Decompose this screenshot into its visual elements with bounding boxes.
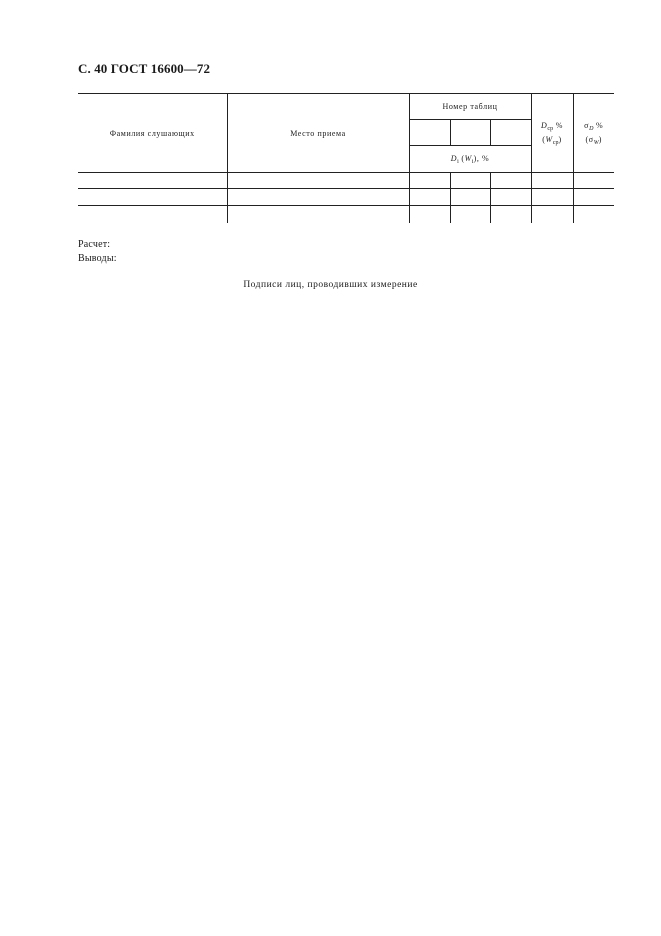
calc-label: Расчет: — [78, 239, 111, 250]
table-row — [78, 173, 614, 189]
table-number-cell-1 — [409, 120, 450, 146]
header-dcp: $D_{ср}$ % $(W_{ср})$ — [531, 94, 573, 173]
conclusions-label: Выводы: — [78, 252, 117, 264]
signatures-label: Подписи лиц, проводивших измерение — [243, 280, 418, 290]
notes-block — [78, 238, 117, 265]
table-number-cell-3 — [490, 120, 531, 146]
table-number-cell-2 — [450, 120, 490, 146]
table-row — [78, 189, 614, 206]
header-sigma: $\sigma_D$ % $(\sigma_W)$ — [573, 94, 614, 173]
measurement-table — [78, 93, 614, 223]
header-di-wi: $D_i$ $(W_i)$, % — [409, 146, 531, 173]
header-place: Место приема — [227, 94, 409, 173]
header-names: Фамилия слушающих — [78, 94, 227, 173]
header-table-number: Номер таблиц — [409, 94, 531, 120]
table-row — [78, 206, 614, 223]
page-header: С. 40 ГОСТ 16600—72 — [78, 61, 211, 76]
